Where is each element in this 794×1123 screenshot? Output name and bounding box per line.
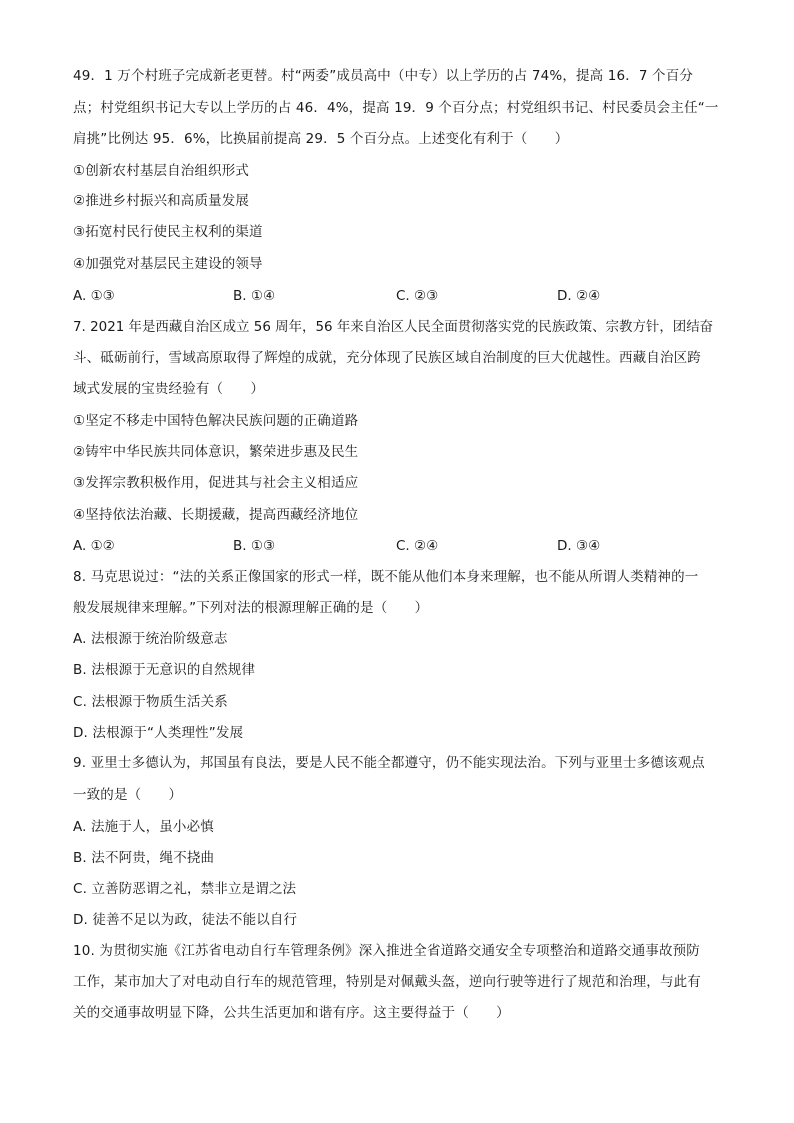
q7-item-2: ②铸牢中华民族共同体意识，繁荣进步惠及民生 <box>73 444 359 460</box>
q8-choice-d: D. 法根源于“人类理性”发展 <box>73 725 244 741</box>
q7-stem-line-1: 7. 2021 年是西藏自治区成立 56 周年，56 年来自治区人民全面贯彻落实党的民族政策、宗教方针，团结奋 <box>73 320 714 335</box>
q10-stem-line-1: 10. 为贯彻实施《江苏省电动自行车管理条例》深入推进全省道路交通安全专项整治和道路交通事故预防 <box>73 943 700 959</box>
q6-option-c: C. ②③ <box>396 288 439 304</box>
q8-choice-b: B. 法根源于无意识的自然规律 <box>73 662 256 678</box>
q9-stem-line-2: 一致的是（ ） <box>73 787 183 803</box>
q6-item-1: ①创新农村基层自治组织形式 <box>73 163 250 179</box>
q10-stem-line-2: 工作，某市加大了对电动自行车的规范管理，特别是对佩戴头盔，逆向行驶等进行了规范和治理，与此有 <box>73 974 701 990</box>
q6-stem-line-1: 49．1 万个村班子完成新老更替。村“两委”成员高中（中专）以上学历的占 74%，提高 16．7 个百分 <box>73 68 693 84</box>
q7-option-d: D. ③④ <box>557 538 601 554</box>
q6-option-b: B. ①④ <box>233 288 276 304</box>
q7-stem-line-3: 域式发展的宝贵经验有（ ） <box>73 381 265 397</box>
q6-stem-line-3: 肩挑”比例达 95．6%，比换届前提高 29．5 个百分点。上述变化有利于（ ） <box>73 131 569 147</box>
q7-option-b: B. ①③ <box>233 538 276 554</box>
q9-choice-b: B. 法不阿贵，绳不挠曲 <box>73 850 215 866</box>
q6-item-3: ③拓宽村民行使民主权利的渠道 <box>73 224 263 240</box>
q6-item-4: ④加强党对基层民主建设的领导 <box>73 256 263 272</box>
q7-option-a: A. ①② <box>73 538 115 554</box>
q6-item-2: ②推进乡村振兴和高质量发展 <box>73 193 250 209</box>
q8-stem-line-2: 般发展规律来理解。”下列对法的根源理解正确的是（ ） <box>73 600 429 616</box>
q7-stem-line-2: 斗、砥砺前行，雪域高原取得了辉煌的成就，充分体现了民族区域自治制度的巨大优越性。西藏自治区跨 <box>73 350 701 366</box>
q7-option-c: C. ②④ <box>396 538 439 554</box>
q7-item-3: ③发挥宗教积极作用，促进其与社会主义相适应 <box>73 475 359 491</box>
q10-stem-line-3: 关的交通事故明显下降，公共生活更加和谐有序。这主要得益于（ ） <box>73 1005 510 1021</box>
q6-stem-line-2: 点；村党组织书记大专以上学历的占 46．4%，提高 19．9 个百分点；村党组织书记、村民委员会主任“一 <box>73 100 719 116</box>
q6-option-a: A. ①③ <box>73 288 115 304</box>
q9-choice-d: D. 徒善不足以为政，徒法不能以自行 <box>73 912 298 928</box>
q6-option-d: D. ②④ <box>557 288 601 304</box>
q9-choice-a: A. 法施于人，虽小必慎 <box>73 819 214 835</box>
q8-choice-a: A. 法根源于统治阶级意志 <box>73 631 228 647</box>
q9-stem-line-1: 9. 亚里士多德认为，邦国虽有良法，要是人民不能全都遵守，仍不能实现法治。下列与亚里士多德该观点 <box>73 755 705 771</box>
q9-choice-c: C. 立善防恶谓之礼，禁非立是谓之法 <box>73 881 297 897</box>
q7-item-4: ④坚持依法治藏、长期援藏，提高西藏经济地位 <box>73 507 359 523</box>
q8-choice-c: C. 法根源于物质生活关系 <box>73 694 228 710</box>
q7-item-1: ①坚定不移走中国特色解决民族问题的正确道路 <box>73 413 359 429</box>
q8-stem-line-1: 8. 马克思说过：“法的关系正像国家的形式一样，既不能从他们本身来理解，也不能从所谓人类精神的一 <box>73 569 699 585</box>
